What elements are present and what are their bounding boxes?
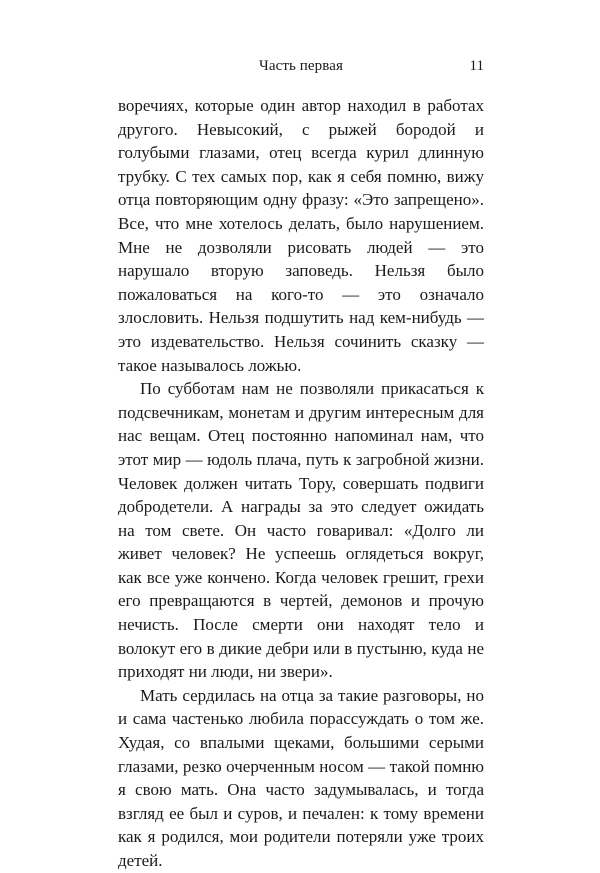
paragraph-1: воречиях, которые один автор находил в работах другого. Невысокий, с рыжей бородой и голубыми глазами, отец всегда курил длинную трубку. С тех самых пор, как я себя помню, вижу отца повторяющим одну фразу: «Это запрещено». Все, что мне хотелось делать, было нарушением. Мне не дозволяли рисовать людей — это нарушало вторую заповедь. Нельзя было пожаловаться на кого-то — это означало злословить. Нельзя подшутить над кем-нибудь — это издевательство. Нельзя сочинить сказку — такое называлось ложью. [118,96,484,375]
page-number: 11 [469,58,484,74]
running-head [118,58,484,78]
running-title: Часть первая [258,58,344,74]
paragraph-2: По субботам нам не позволяли прикасаться к подсвечникам, монетам и другим интересным для нас вещам. Отец постоянно напоминал нам, что этот мир — юдоль плача, путь к загробной жизни. Человек должен читать Тору, совершать подвиги добродетели. А награды за это следует ожидать на том свете. Он часто говаривал: «Долго ли живет человек? Не успеешь оглядеться вокруг, как все уже кончено. Когда человек грешит, грехи его превращаются в чертей, демонов и прочую нечисть. После смерти они находят тело и волокут его в дикие дебри или в пустыню, куда не приходят ни люди, ни звери». [118,379,484,682]
body-text [118,94,484,873]
paragraph-3: Мать сердилась на отца за такие разговоры, но и сама частенько любила порассуждать о том же. Худая, со впалыми щеками, большими серыми глазами, резко очерченным носом — такой помню я свою мать. Она часто задумывалась, и тогда взгляд ее был и суров, и печален: к тому времени как я родился, мои родители потеряли уже троих детей. [118,685,484,870]
